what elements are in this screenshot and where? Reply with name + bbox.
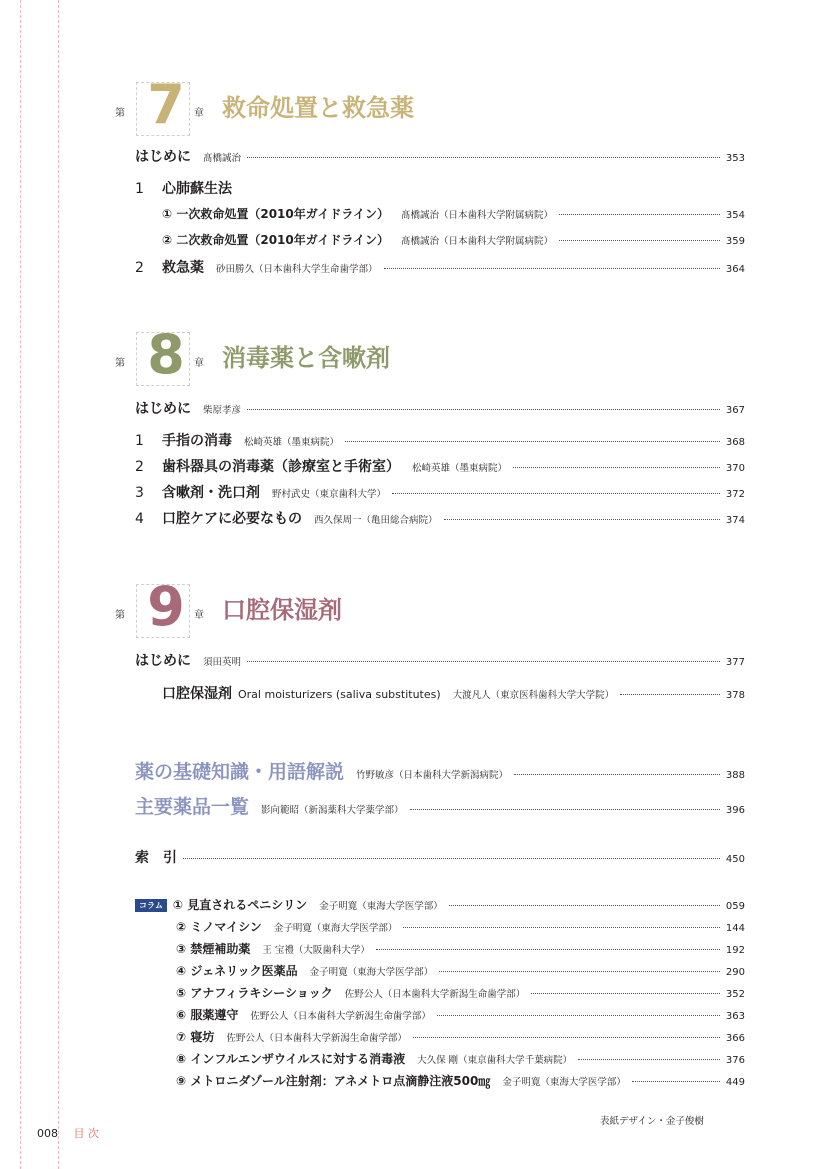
column-title: ⑨ メトロニダゾール注射剤：アネメトロ点滴静注液500㎎ bbox=[176, 1074, 491, 1088]
toc-row-ch7-s1[interactable] bbox=[135, 178, 745, 198]
leader-dots bbox=[449, 905, 720, 906]
column-title: ④ ジェネリック医薬品 bbox=[176, 964, 298, 978]
leader-dots bbox=[413, 1037, 720, 1038]
toc-row-index[interactable] bbox=[135, 847, 745, 867]
leader-dots bbox=[439, 971, 720, 972]
cover-design-credit: 表紙デザイン・金子俊樹 bbox=[600, 1116, 704, 1127]
column-row-2[interactable] bbox=[176, 918, 745, 938]
leader-dots bbox=[392, 493, 720, 494]
column-author: 佐野公人（日本歯科大学新潟生命歯学部） bbox=[226, 1033, 407, 1044]
column-author: 佐野公人（日本歯科大学新潟生命歯学部） bbox=[344, 989, 526, 1000]
toc-row-ch8-s4[interactable] bbox=[135, 508, 745, 528]
column-title: ⑤ アナフィラキシーショック bbox=[176, 986, 333, 1000]
page-number: 290 bbox=[725, 967, 745, 978]
leader-dots bbox=[345, 441, 720, 442]
page-number: 367 bbox=[725, 405, 745, 416]
chapter-sho: 章 bbox=[194, 108, 204, 119]
leader-dots bbox=[620, 694, 720, 695]
page-number: 388 bbox=[725, 770, 745, 781]
intro-label: はじめに bbox=[135, 653, 191, 669]
leader-dots bbox=[410, 809, 720, 810]
page-number: 370 bbox=[725, 463, 745, 474]
section-author: 髙橋誠治（日本歯科大学附属病院） bbox=[401, 236, 554, 247]
footer-page-number: 008 bbox=[37, 1127, 58, 1140]
toc-row-ch7-s1a[interactable] bbox=[162, 205, 745, 225]
column-author: 金子明寛（東海大学医学部） bbox=[273, 923, 398, 934]
leader-dots bbox=[384, 268, 720, 269]
toc-row-ch8-s2[interactable] bbox=[135, 456, 745, 476]
column-row-1[interactable] bbox=[135, 896, 745, 916]
column-author: 佐野公人（日本歯科大学新潟生命歯学部） bbox=[250, 1011, 431, 1022]
section-title: 含嗽剤・洗口剤 bbox=[162, 485, 260, 501]
chapter-number: 8 bbox=[147, 323, 185, 386]
column-row-5[interactable] bbox=[176, 984, 745, 1004]
subsection-title: ② 二次救命処置（2010年ガイドライン） bbox=[162, 233, 390, 247]
section-subtitle: Oral moisturizers (saliva substitutes) bbox=[238, 688, 441, 701]
leader-dots bbox=[632, 1081, 720, 1082]
toc-row-reference-drug-list[interactable] bbox=[135, 792, 745, 816]
column-row-7[interactable] bbox=[176, 1028, 745, 1048]
index-label: 索 引 bbox=[135, 850, 177, 866]
column-title: ③ 禁煙補助薬 bbox=[176, 942, 251, 956]
chapter-dai: 第 bbox=[115, 358, 125, 369]
intro-author: 須田英明 bbox=[203, 657, 242, 668]
chapter-sho: 章 bbox=[194, 358, 204, 369]
section-author: 松崎英雄（墨東病院） bbox=[412, 463, 508, 474]
chapter-number: 9 bbox=[147, 575, 185, 638]
column-row-3[interactable] bbox=[176, 940, 745, 960]
page-number: 377 bbox=[725, 657, 745, 668]
column-title: ② ミノマイシン bbox=[176, 920, 262, 934]
column-author: 大久保 剛（東京歯科大学千葉病院） bbox=[417, 1055, 573, 1066]
leader-dots bbox=[376, 949, 720, 950]
leader-dots bbox=[531, 993, 720, 994]
subsection-title: ① 一次救命処置（2010年ガイドライン） bbox=[162, 207, 390, 221]
section-title: 口腔保湿剤 bbox=[162, 686, 232, 702]
chapter-number: 7 bbox=[147, 73, 185, 136]
leader-dots bbox=[247, 157, 720, 158]
page-number: 363 bbox=[725, 1011, 745, 1022]
column-row-4[interactable] bbox=[176, 962, 745, 982]
section-title: 口腔ケアに必要なもの bbox=[162, 511, 302, 527]
margin-guide-inner bbox=[58, 0, 59, 1169]
page-footer bbox=[37, 1125, 99, 1141]
section-title: 手指の消毒 bbox=[162, 433, 232, 449]
chapter-dai: 第 bbox=[115, 610, 125, 621]
section-author: 大渡凡人（東京医科歯科大学大学院） bbox=[452, 690, 615, 701]
page-number: 059 bbox=[725, 901, 745, 912]
page-number: 450 bbox=[725, 854, 745, 865]
section-title: 心肺蘇生法 bbox=[162, 181, 232, 197]
page-number: 368 bbox=[725, 437, 745, 448]
page-number: 372 bbox=[725, 489, 745, 500]
leader-dots bbox=[514, 774, 720, 775]
toc-row-ch9-s1[interactable] bbox=[162, 683, 745, 703]
section-author: 松崎英雄（墨東病院） bbox=[244, 437, 340, 448]
page-number: 354 bbox=[725, 210, 745, 221]
leader-dots bbox=[247, 409, 720, 410]
page-number: 376 bbox=[725, 1055, 745, 1066]
intro-author: 髙橋誠治 bbox=[203, 153, 242, 164]
page-number: 352 bbox=[725, 989, 745, 1000]
section-number: 4 bbox=[135, 511, 144, 527]
column-badge: コラム bbox=[135, 899, 167, 912]
column-row-6[interactable] bbox=[176, 1006, 745, 1026]
intro-label: はじめに bbox=[135, 149, 191, 165]
intro-label: はじめに bbox=[135, 401, 191, 417]
section-author: 砂田勝久（日本歯科大学生命歯学部） bbox=[216, 264, 378, 275]
leader-dots bbox=[578, 1059, 720, 1060]
toc-row-ch7-s2[interactable] bbox=[135, 257, 745, 277]
page-number: 192 bbox=[725, 945, 745, 956]
section-number: 2 bbox=[135, 260, 144, 276]
reference-title: 薬の基礎知識・用語解説 bbox=[135, 761, 345, 783]
leader-dots bbox=[513, 467, 720, 468]
margin-guide-left bbox=[20, 0, 21, 1169]
footer-section-label: 目 次 bbox=[73, 1127, 99, 1140]
page-number: 378 bbox=[725, 690, 745, 701]
section-title: 歯科器具の消毒薬（診療室と手術室） bbox=[162, 459, 400, 475]
column-row-9[interactable] bbox=[176, 1072, 745, 1092]
column-title: ⑥ 服薬遵守 bbox=[176, 1008, 239, 1022]
section-number: 1 bbox=[135, 181, 144, 197]
column-row-8[interactable] bbox=[176, 1050, 745, 1070]
toc-row-ch8-s1[interactable] bbox=[135, 430, 745, 450]
toc-row-ch9-intro[interactable] bbox=[135, 650, 745, 670]
reference-author: 竹野敏彦（日本歯科大学新潟病院） bbox=[356, 770, 509, 781]
toc-row-ch8-s3[interactable] bbox=[135, 482, 745, 502]
column-author: 金子明寛（東海大学医学部） bbox=[319, 901, 443, 912]
chapter-dai: 第 bbox=[115, 108, 125, 119]
column-author: 王 宝禮（大阪歯科大学） bbox=[262, 945, 370, 956]
section-title: 救急薬 bbox=[162, 260, 204, 276]
leader-dots bbox=[247, 661, 720, 662]
leader-dots bbox=[559, 240, 720, 241]
leader-dots bbox=[444, 519, 720, 520]
toc-row-reference-glossary[interactable] bbox=[135, 757, 745, 781]
leader-dots bbox=[403, 927, 720, 928]
chapter-sho: 章 bbox=[194, 610, 204, 621]
page-number: 396 bbox=[725, 805, 745, 816]
column-author: 金子明寛（東海大学医学部） bbox=[309, 967, 434, 978]
column-title: ⑦ 寝坊 bbox=[176, 1030, 215, 1044]
page-number: 449 bbox=[725, 1077, 745, 1088]
reference-author: 影向範昭（新潟薬科大学薬学部） bbox=[261, 805, 404, 816]
chapter-title: 救命処置と救急薬 bbox=[222, 94, 414, 122]
reference-title: 主要薬品一覧 bbox=[135, 796, 250, 818]
page-number: 144 bbox=[725, 923, 745, 934]
column-author: 金子明寛（東海大学医学部） bbox=[502, 1077, 626, 1088]
section-author: 西久保周一（亀田総合病院） bbox=[314, 515, 438, 526]
column-title: ⑧ インフルエンザウイルスに対する消毒液 bbox=[176, 1052, 406, 1066]
page-number: 353 bbox=[725, 153, 745, 164]
toc-row-ch7-s1b[interactable] bbox=[162, 231, 745, 251]
leader-dots bbox=[559, 214, 720, 215]
section-number: 3 bbox=[135, 485, 144, 501]
page-number: 366 bbox=[725, 1033, 745, 1044]
column-title: ① 見直されるペニシリン bbox=[172, 898, 308, 912]
page-number: 364 bbox=[725, 264, 745, 275]
section-number: 1 bbox=[135, 433, 144, 449]
leader-dots bbox=[437, 1015, 720, 1016]
section-author: 髙橋誠治（日本歯科大学附属病院） bbox=[401, 210, 554, 221]
page-number: 374 bbox=[725, 515, 745, 526]
section-author: 野村武史（東京歯科大学） bbox=[272, 489, 387, 500]
section-number: 2 bbox=[135, 459, 144, 475]
leader-dots bbox=[183, 858, 720, 859]
intro-author: 柴原孝彦 bbox=[203, 405, 242, 416]
chapter-title: 口腔保湿剤 bbox=[222, 596, 342, 624]
toc-row-ch7-intro[interactable] bbox=[135, 146, 745, 166]
chapter-title: 消毒薬と含嗽剤 bbox=[222, 344, 390, 372]
toc-row-ch8-intro[interactable] bbox=[135, 398, 745, 418]
page-number: 359 bbox=[725, 236, 745, 247]
